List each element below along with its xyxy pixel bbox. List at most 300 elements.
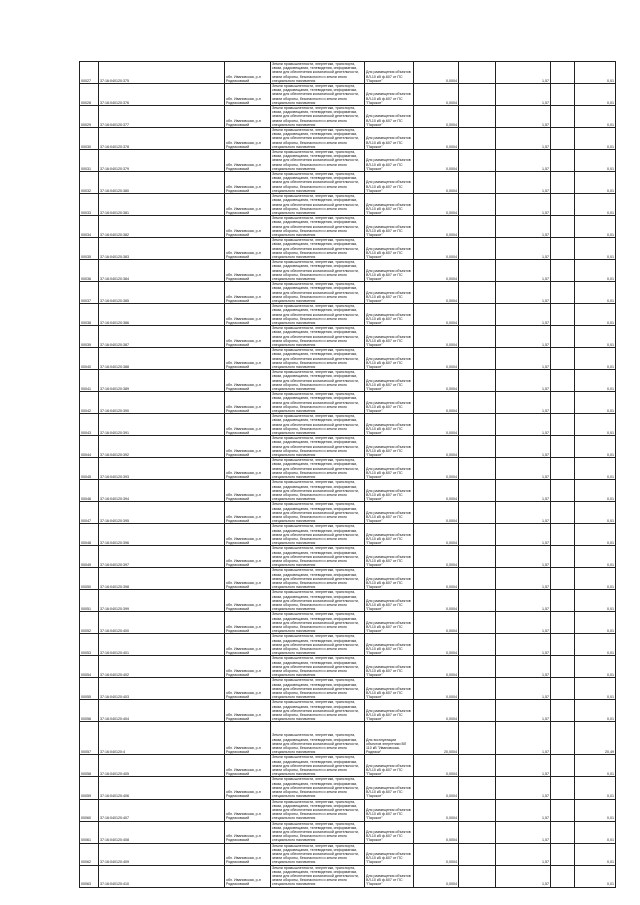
- cell-address: обл. Ивановская, р-н Родниковский: [225, 634, 271, 656]
- cell-record-number: 00031: [80, 150, 99, 172]
- cell-empty: [551, 634, 575, 656]
- table-row: [80, 568, 616, 590]
- table-row: [80, 799, 616, 821]
- cell-empty: [459, 777, 496, 799]
- cell-permitted-use: Для размещения объектов ВЛ-10 кВ ф.607 от ПС "Парское": [365, 843, 414, 865]
- cell-rate: 1,57: [496, 502, 551, 524]
- cell-record-number: 00027: [80, 62, 99, 84]
- cell-area: 0,0004: [414, 678, 459, 700]
- cell-record-number: 00044: [80, 436, 99, 458]
- cell-cadastral-number: 37:16:040120:395: [99, 502, 225, 524]
- cell-rate: 1,57: [496, 84, 551, 106]
- cell-sum: 0,01: [575, 370, 616, 392]
- cell-area: 0,0004: [414, 700, 459, 722]
- cell-area: 0,0004: [414, 216, 459, 238]
- cell-record-number: 00036: [80, 260, 99, 282]
- cell-empty: [551, 722, 575, 755]
- cell-record-number: 00049: [80, 546, 99, 568]
- cell-empty: [551, 436, 575, 458]
- cell-address: обл. Ивановская, р-н Родниковский: [225, 282, 271, 304]
- cell-empty: [551, 172, 575, 194]
- cell-address: обл. Ивановская, р-н Родниковский: [225, 172, 271, 194]
- cell-permitted-use: Для размещения объектов ВЛ-10 кВ ф.607 от ПС "Парское": [365, 348, 414, 370]
- cell-cadastral-number: 37:16:040120:405: [99, 755, 225, 777]
- cell-cadastral-number: 37:16:040120:392: [99, 436, 225, 458]
- cell-empty: [459, 348, 496, 370]
- table-row: [80, 722, 616, 755]
- cell-area: 0,0004: [414, 458, 459, 480]
- cell-land-category: Земли промышленности, энергетики, транспорта, связи, радиовещания, телевидения, информатики, земли для обеспечения космической деятельности, земли обороны, безопасности и земли иного специального назначения: [271, 678, 365, 700]
- cell-rate: 1,57: [496, 392, 551, 414]
- cell-record-number: 00059: [80, 777, 99, 799]
- cell-record-number: 00028: [80, 84, 99, 106]
- table-row: [80, 612, 616, 634]
- cell-permitted-use: Для эксплуатации объектов энергетики ВЛ 110 кВ "Ивановская-Родники": [365, 722, 414, 755]
- table-row: [80, 238, 616, 260]
- table-row: [80, 590, 616, 612]
- cell-rate: 1,57: [496, 865, 551, 887]
- cell-address: обл. Ивановская, р-н Родниковский: [225, 502, 271, 524]
- cell-empty: [551, 865, 575, 887]
- cell-empty: [459, 821, 496, 843]
- cell-rate: 1,57: [496, 238, 551, 260]
- cell-rate: 1,57: [496, 590, 551, 612]
- cell-sum: 0,01: [575, 304, 616, 326]
- cell-sum: 0,01: [575, 106, 616, 128]
- cell-permitted-use: Для размещения объектов ВЛ-10 кВ ф.607 от ПС "Парское": [365, 546, 414, 568]
- cell-rate: 1,57: [496, 524, 551, 546]
- cell-record-number: 00043: [80, 414, 99, 436]
- cell-cadastral-number: 37:16:040120:407: [99, 799, 225, 821]
- cell-rate: 1,57: [496, 150, 551, 172]
- table-row: [80, 656, 616, 678]
- cell-rate: 1,57: [496, 821, 551, 843]
- cell-sum: 0,01: [575, 392, 616, 414]
- land-plot-register-table: [79, 61, 616, 888]
- cell-cadastral-number: 37:16:040120:406: [99, 777, 225, 799]
- cell-empty: [551, 612, 575, 634]
- cell-permitted-use: Для размещения объектов ВЛ-10 кВ ф.607 от ПС "Парское": [365, 282, 414, 304]
- cell-land-category: Земли промышленности, энергетики, транспорта, связи, радиовещания, телевидения, информатики, земли для обеспечения космической деятельности, земли обороны, безопасности и земли иного специального назначения: [271, 722, 365, 755]
- cell-empty: [459, 194, 496, 216]
- cell-address: обл. Ивановская, р-н Родниковский: [225, 700, 271, 722]
- cell-empty: [459, 62, 496, 84]
- cell-sum: 0,01: [575, 348, 616, 370]
- cell-permitted-use: Для размещения объектов ВЛ-10 кВ ф.607 от ПС "Парское": [365, 238, 414, 260]
- table-row: [80, 172, 616, 194]
- cell-cadastral-number: 37:16:040120:398: [99, 568, 225, 590]
- cell-rate: 1,57: [496, 480, 551, 502]
- cell-record-number: 00035: [80, 238, 99, 260]
- cell-area: 0,0004: [414, 843, 459, 865]
- cell-empty: [551, 216, 575, 238]
- cell-empty: [459, 172, 496, 194]
- cell-land-category: Земли промышленности, энергетики, транспорта, связи, радиовещания, телевидения, информатики, земли для обеспечения космической деятельности, земли обороны, безопасности и земли иного специального назначения: [271, 755, 365, 777]
- cell-record-number: 00030: [80, 128, 99, 150]
- cell-area: 0,0004: [414, 799, 459, 821]
- cell-sum: 0,01: [575, 84, 616, 106]
- cell-sum: 0,01: [575, 700, 616, 722]
- table-row: [80, 458, 616, 480]
- cell-land-category: Земли промышленности, энергетики, транспорта, связи, радиовещания, телевидения, информатики, земли для обеспечения космической деятельности, земли обороны, безопасности и земли иного специального назначения: [271, 128, 365, 150]
- cell-permitted-use: Для размещения объектов ВЛ-10 кВ ф.607 от ПС "Парское": [365, 128, 414, 150]
- cell-rate: 1,57: [496, 260, 551, 282]
- cell-address: обл. Ивановская, р-н Родниковский: [225, 590, 271, 612]
- cell-cadastral-number: 37:16:040120:385: [99, 282, 225, 304]
- cell-empty: [551, 304, 575, 326]
- cell-record-number: 00055: [80, 678, 99, 700]
- cell-record-number: 00047: [80, 502, 99, 524]
- cell-empty: [551, 700, 575, 722]
- cell-cadastral-number: 37:16:040120:396: [99, 524, 225, 546]
- cell-empty: [459, 106, 496, 128]
- cell-permitted-use: Для размещения объектов ВЛ-10 кВ ф.607 от ПС "Парское": [365, 326, 414, 348]
- cell-land-category: Земли промышленности, энергетики, транспорта, связи, радиовещания, телевидения, информатики, земли для обеспечения космической деятельности, земли обороны, безопасности и земли иного специального назначения: [271, 282, 365, 304]
- cell-land-category: Земли промышленности, энергетики, транспорта, связи, радиовещания, телевидения, информатики, земли для обеспечения космической деятельности, земли обороны, безопасности и земли иного специального назначения: [271, 799, 365, 821]
- cell-record-number: 00057: [80, 722, 99, 755]
- cell-cadastral-number: 37:16:040120:377: [99, 106, 225, 128]
- cell-empty: [551, 678, 575, 700]
- cell-sum: 0,01: [575, 777, 616, 799]
- cell-rate: 1,57: [496, 546, 551, 568]
- cell-land-category: Земли промышленности, энергетики, транспорта, связи, радиовещания, телевидения, информатики, земли для обеспечения космической деятельности, земли обороны, безопасности и земли иного специального назначения: [271, 304, 365, 326]
- cell-record-number: 00062: [80, 843, 99, 865]
- cell-rate: 1,57: [496, 348, 551, 370]
- cell-land-category: Земли промышленности, энергетики, транспорта, связи, радиовещания, телевидения, информатики, земли для обеспечения космической деятельности, земли обороны, безопасности и земли иного специального назначения: [271, 821, 365, 843]
- cell-cadastral-number: 37:16:040120:394: [99, 480, 225, 502]
- table-row: [80, 777, 616, 799]
- cell-sum: 0,01: [575, 128, 616, 150]
- cell-area: 0,0004: [414, 568, 459, 590]
- cell-land-category: Земли промышленности, энергетики, транспорта, связи, радиовещания, телевидения, информатики, земли для обеспечения космической деятельности, земли обороны, безопасности и земли иного специального назначения: [271, 62, 365, 84]
- cell-sum: 0,01: [575, 326, 616, 348]
- cell-empty: [551, 590, 575, 612]
- cell-area: 0,0004: [414, 634, 459, 656]
- cell-record-number: 00063: [80, 865, 99, 887]
- cell-rate: 1,57: [496, 777, 551, 799]
- cell-empty: [551, 62, 575, 84]
- cell-empty: [459, 84, 496, 106]
- table-row: [80, 282, 616, 304]
- cell-land-category: Земли промышленности, энергетики, транспорта, связи, радиовещания, телевидения, информатики, земли для обеспечения космической деятельности, земли обороны, безопасности и земли иного специального назначения: [271, 348, 365, 370]
- cell-land-category: Земли промышленности, энергетики, транспорта, связи, радиовещания, телевидения, информатики, земли для обеспечения космической деятельности, земли обороны, безопасности и земли иного специального назначения: [271, 194, 365, 216]
- cell-sum: 0,01: [575, 634, 616, 656]
- cell-address: обл. Ивановская, р-н Родниковский: [225, 128, 271, 150]
- table-row: [80, 843, 616, 865]
- cell-rate: 1,57: [496, 436, 551, 458]
- cell-empty: [459, 128, 496, 150]
- cell-rate: 1,57: [496, 414, 551, 436]
- cell-cadastral-number: 37:16:040120:409: [99, 843, 225, 865]
- cell-permitted-use: Для размещения объектов ВЛ-10 кВ ф.607 от ПС "Парское": [365, 755, 414, 777]
- cell-empty: [459, 700, 496, 722]
- table-row: [80, 106, 616, 128]
- cell-land-category: Земли промышленности, энергетики, транспорта, связи, радиовещания, телевидения, информатики, земли для обеспечения космической деятельности, земли обороны, безопасности и земли иного специального назначения: [271, 843, 365, 865]
- cell-cadastral-number: 37:16:040120:384: [99, 260, 225, 282]
- cell-sum: 0,01: [575, 436, 616, 458]
- cell-address: обл. Ивановская, р-н Родниковский: [225, 480, 271, 502]
- cell-empty: [459, 678, 496, 700]
- cell-record-number: 00032: [80, 172, 99, 194]
- cell-empty: [551, 326, 575, 348]
- cell-empty: [459, 304, 496, 326]
- cell-rate: 1,57: [496, 304, 551, 326]
- cell-cadastral-number: 37:16:040120:375: [99, 62, 225, 84]
- cell-empty: [551, 392, 575, 414]
- cell-empty: [459, 865, 496, 887]
- cell-empty: [551, 260, 575, 282]
- cell-area: 0,0004: [414, 172, 459, 194]
- cell-land-category: Земли промышленности, энергетики, транспорта, связи, радиовещания, телевидения, информатики, земли для обеспечения космической деятельности, земли обороны, безопасности и земли иного специального назначения: [271, 392, 365, 414]
- cell-rate: 1,57: [496, 194, 551, 216]
- cell-empty: [551, 546, 575, 568]
- cell-permitted-use: Для размещения объектов ВЛ-10 кВ ф.607 от ПС "Парское": [365, 260, 414, 282]
- cell-cadastral-number: 37:16:040120:393: [99, 458, 225, 480]
- cell-area: 0,0004: [414, 370, 459, 392]
- cell-sum: 0,01: [575, 480, 616, 502]
- cell-sum: 0,01: [575, 524, 616, 546]
- cell-address: обл. Ивановская, р-н Родниковский: [225, 612, 271, 634]
- cell-rate: 1,57: [496, 634, 551, 656]
- cell-land-category: Земли промышленности, энергетики, транспорта, связи, радиовещания, телевидения, информатики, земли для обеспечения космической деятельности, земли обороны, безопасности и земли иного специального назначения: [271, 777, 365, 799]
- cell-permitted-use: Для размещения объектов ВЛ-10 кВ ф.607 от ПС "Парское": [365, 590, 414, 612]
- cell-land-category: Земли промышленности, энергетики, транспорта, связи, радиовещания, телевидения, информатики, земли для обеспечения космической деятельности, земли обороны, безопасности и земли иного специального назначения: [271, 524, 365, 546]
- cell-land-category: Земли промышленности, энергетики, транспорта, связи, радиовещания, телевидения, информатики, земли для обеспечения космической деятельности, земли обороны, безопасности и земли иного специального назначения: [271, 480, 365, 502]
- cell-sum: 0,01: [575, 282, 616, 304]
- cell-cadastral-number: 37:16:040120:4: [99, 722, 225, 755]
- cell-permitted-use: Для размещения объектов ВЛ-10 кВ ф.607 от ПС "Парское": [365, 821, 414, 843]
- cell-sum: 0,01: [575, 458, 616, 480]
- cell-land-category: Земли промышленности, энергетики, транспорта, связи, радиовещания, телевидения, информатики, земли для обеспечения космической деятельности, земли обороны, безопасности и земли иного специального назначения: [271, 568, 365, 590]
- cell-sum: 0,01: [575, 678, 616, 700]
- cell-land-category: Земли промышленности, энергетики, транспорта, связи, радиовещания, телевидения, информатики, земли для обеспечения космической деятельности, земли обороны, безопасности и земли иного специального назначения: [271, 150, 365, 172]
- cell-sum: 0,01: [575, 546, 616, 568]
- table-row: [80, 216, 616, 238]
- cell-record-number: 00033: [80, 194, 99, 216]
- cell-area: 0,0004: [414, 304, 459, 326]
- cell-land-category: Земли промышленности, энергетики, транспорта, связи, радиовещания, телевидения, информатики, земли для обеспечения космической деятельности, земли обороны, безопасности и земли иного специального назначения: [271, 238, 365, 260]
- cell-area: 0,0004: [414, 326, 459, 348]
- table-row: [80, 524, 616, 546]
- cell-address: обл. Ивановская, р-н Родниковский: [225, 150, 271, 172]
- cell-permitted-use: Для размещения объектов ВЛ-10 кВ ф.607 от ПС "Парское": [365, 502, 414, 524]
- cell-empty: [459, 843, 496, 865]
- cell-address: обл. Ивановская, р-н Родниковский: [225, 843, 271, 865]
- cell-address: обл. Ивановская, р-н Родниковский: [225, 821, 271, 843]
- cell-area: 0,0004: [414, 755, 459, 777]
- cell-empty: [459, 414, 496, 436]
- table-row: [80, 348, 616, 370]
- cell-cadastral-number: 37:16:040120:390: [99, 392, 225, 414]
- cell-sum: 0,01: [575, 755, 616, 777]
- cell-land-category: Земли промышленности, энергетики, транспорта, связи, радиовещания, телевидения, информатики, земли для обеспечения космической деятельности, земли обороны, безопасности и земли иного специального назначения: [271, 326, 365, 348]
- cell-sum: 0,01: [575, 865, 616, 887]
- cell-empty: [459, 392, 496, 414]
- cell-sum: 0,01: [575, 656, 616, 678]
- cell-address: обл. Ивановская, р-н Родниковский: [225, 194, 271, 216]
- cell-record-number: 00046: [80, 480, 99, 502]
- cell-sum: 0,01: [575, 799, 616, 821]
- cell-record-number: 00048: [80, 524, 99, 546]
- cell-empty: [551, 282, 575, 304]
- cell-land-category: Земли промышленности, энергетики, транспорта, связи, радиовещания, телевидения, информатики, земли для обеспечения космической деятельности, земли обороны, безопасности и земли иного специального назначения: [271, 370, 365, 392]
- cell-empty: [551, 502, 575, 524]
- cell-permitted-use: Для размещения объектов ВЛ-10 кВ ф.607 от ПС "Парское": [365, 700, 414, 722]
- cell-land-category: Земли промышленности, энергетики, транспорта, связи, радиовещания, телевидения, информатики, земли для обеспечения космической деятельности, земли обороны, безопасности и земли иного специального назначения: [271, 590, 365, 612]
- cell-sum: 0,01: [575, 238, 616, 260]
- cell-rate: 1,57: [496, 678, 551, 700]
- table-row: [80, 304, 616, 326]
- cell-permitted-use: Для размещения объектов ВЛ-10 кВ ф.607 от ПС "Парское": [365, 777, 414, 799]
- cell-empty: [459, 480, 496, 502]
- cell-record-number: 00029: [80, 106, 99, 128]
- cell-empty: [551, 568, 575, 590]
- cell-cadastral-number: 37:16:040120:387: [99, 326, 225, 348]
- cell-land-category: Земли промышленности, энергетики, транспорта, связи, радиовещания, телевидения, информатики, земли для обеспечения космической деятельности, земли обороны, безопасности и земли иного специального назначения: [271, 106, 365, 128]
- cell-record-number: 00041: [80, 370, 99, 392]
- cell-permitted-use: Для размещения объектов ВЛ-10 кВ ф.607 от ПС "Парское": [365, 480, 414, 502]
- cell-address: обл. Ивановская, р-н Родниковский: [225, 84, 271, 106]
- cell-permitted-use: Для размещения объектов ВЛ-10 кВ ф.607 от ПС "Парское": [365, 414, 414, 436]
- cell-address: обл. Ивановская, р-н Родниковский: [225, 524, 271, 546]
- cell-empty: [551, 370, 575, 392]
- cell-area: 0,0004: [414, 414, 459, 436]
- cell-permitted-use: Для размещения объектов ВЛ-10 кВ ф.607 от ПС "Парское": [365, 524, 414, 546]
- cell-empty: [459, 458, 496, 480]
- cell-empty: [459, 524, 496, 546]
- cell-sum: 0,01: [575, 150, 616, 172]
- cell-permitted-use: Для размещения объектов ВЛ-10 кВ ф.607 от ПС "Парское": [365, 612, 414, 634]
- table-row: [80, 865, 616, 887]
- cell-cadastral-number: 37:16:040120:404: [99, 700, 225, 722]
- cell-sum: 0,01: [575, 502, 616, 524]
- cell-sum: 0,01: [575, 414, 616, 436]
- cell-sum: 0,01: [575, 62, 616, 84]
- cell-permitted-use: Для размещения объектов ВЛ-10 кВ ф.607 от ПС "Парское": [365, 568, 414, 590]
- cell-rate: 1,57: [496, 370, 551, 392]
- cell-permitted-use: Для размещения объектов ВЛ-10 кВ ф.607 от ПС "Парское": [365, 172, 414, 194]
- table-row: [80, 62, 616, 84]
- cell-empty: [459, 326, 496, 348]
- table-row: [80, 634, 616, 656]
- cell-cadastral-number: 37:16:040120:378: [99, 128, 225, 150]
- cell-address: обл. Ивановская, р-н Родниковский: [225, 260, 271, 282]
- cell-empty: [551, 106, 575, 128]
- cell-area: 0,0004: [414, 590, 459, 612]
- cell-address: обл. Ивановская, р-н Родниковский: [225, 62, 271, 84]
- cell-area: 0,0004: [414, 84, 459, 106]
- cell-area: 0,0004: [414, 128, 459, 150]
- cell-record-number: 00054: [80, 656, 99, 678]
- cell-rate: 1,57: [496, 128, 551, 150]
- cell-empty: [551, 821, 575, 843]
- cell-cadastral-number: 37:16:040120:383: [99, 238, 225, 260]
- cell-address: обл. Ивановская, р-н Родниковский: [225, 348, 271, 370]
- cell-address: обл. Ивановская, р-н Родниковский: [225, 722, 271, 755]
- cell-permitted-use: Для размещения объектов ВЛ-10 кВ ф.607 от ПС "Парское": [365, 799, 414, 821]
- cell-land-category: Земли промышленности, энергетики, транспорта, связи, радиовещания, телевидения, информатики, земли для обеспечения космической деятельности, земли обороны, безопасности и земли иного специального назначения: [271, 546, 365, 568]
- cell-empty: [551, 84, 575, 106]
- cell-area: 0,0004: [414, 865, 459, 887]
- cell-permitted-use: Для размещения объектов ВЛ-10 кВ ф.607 от ПС "Парское": [365, 194, 414, 216]
- cell-permitted-use: Для размещения объектов ВЛ-10 кВ ф.607 от ПС "Парское": [365, 392, 414, 414]
- cell-empty: [459, 260, 496, 282]
- cell-cadastral-number: 37:16:040120:403: [99, 678, 225, 700]
- cell-land-category: Земли промышленности, энергетики, транспорта, связи, радиовещания, телевидения, информатики, земли для обеспечения космической деятельности, земли обороны, безопасности и земли иного специального назначения: [271, 84, 365, 106]
- cell-land-category: Земли промышленности, энергетики, транспорта, связи, радиовещания, телевидения, информатики, земли для обеспечения космической деятельности, земли обороны, безопасности и земли иного специального назначения: [271, 634, 365, 656]
- cell-empty: [551, 843, 575, 865]
- cell-rate: 1,57: [496, 62, 551, 84]
- cell-empty: [459, 282, 496, 304]
- cell-land-category: Земли промышленности, энергетики, транспорта, связи, радиовещания, телевидения, информатики, земли для обеспечения космической деятельности, земли обороны, безопасности и земли иного специального назначения: [271, 502, 365, 524]
- cell-sum: 20,49: [575, 722, 616, 755]
- cell-empty: [551, 150, 575, 172]
- cell-address: обл. Ивановская, р-н Родниковский: [225, 777, 271, 799]
- cell-sum: 0,01: [575, 172, 616, 194]
- table-row: [80, 260, 616, 282]
- cell-area: 0,0004: [414, 436, 459, 458]
- cell-sum: 0,01: [575, 194, 616, 216]
- cell-empty: [459, 238, 496, 260]
- cell-permitted-use: Для размещения объектов ВЛ-10 кВ ф.607 от ПС "Парское": [365, 370, 414, 392]
- cell-cadastral-number: 37:16:040120:386: [99, 304, 225, 326]
- cell-rate: 1,57: [496, 700, 551, 722]
- cell-record-number: 00038: [80, 304, 99, 326]
- cell-record-number: 00040: [80, 348, 99, 370]
- cell-empty: [551, 414, 575, 436]
- cell-empty: [459, 370, 496, 392]
- cell-record-number: 00061: [80, 821, 99, 843]
- cell-rate: 1,57: [496, 106, 551, 128]
- cell-area: 0,0004: [414, 777, 459, 799]
- cell-empty: [459, 568, 496, 590]
- cell-rate: 1,57: [496, 722, 551, 755]
- cell-record-number: 00056: [80, 700, 99, 722]
- cell-rate: 1,57: [496, 612, 551, 634]
- cell-rate: 1,57: [496, 843, 551, 865]
- table-row: [80, 755, 616, 777]
- cell-address: обл. Ивановская, р-н Родниковский: [225, 106, 271, 128]
- cell-sum: 0,01: [575, 568, 616, 590]
- table-row: [80, 370, 616, 392]
- cell-record-number: 00045: [80, 458, 99, 480]
- cell-permitted-use: Для размещения объектов ВЛ-10 кВ ф.607 от ПС "Парское": [365, 656, 414, 678]
- cell-sum: 0,01: [575, 216, 616, 238]
- register-table-body: [80, 62, 616, 888]
- cell-permitted-use: Для размещения объектов ВЛ-10 кВ ф.607 от ПС "Парское": [365, 84, 414, 106]
- cell-rate: 1,57: [496, 458, 551, 480]
- cell-address: обл. Ивановская, р-н Родниковский: [225, 678, 271, 700]
- cell-empty: [459, 656, 496, 678]
- cell-address: обл. Ивановская, р-н Родниковский: [225, 656, 271, 678]
- cell-area: 0,0004: [414, 194, 459, 216]
- cell-record-number: 00039: [80, 326, 99, 348]
- cell-cadastral-number: 37:16:040120:410: [99, 865, 225, 887]
- cell-cadastral-number: 37:16:040120:402: [99, 656, 225, 678]
- cell-empty: [551, 799, 575, 821]
- cell-empty: [551, 348, 575, 370]
- cell-record-number: 00037: [80, 282, 99, 304]
- cell-rate: 1,57: [496, 282, 551, 304]
- cell-rate: 1,57: [496, 172, 551, 194]
- table-row: [80, 480, 616, 502]
- cell-land-category: Земли промышленности, энергетики, транспорта, связи, радиовещания, телевидения, информатики, земли для обеспечения космической деятельности, земли обороны, безопасности и земли иного специального назначения: [271, 172, 365, 194]
- cell-record-number: 00050: [80, 568, 99, 590]
- cell-sum: 0,01: [575, 843, 616, 865]
- cell-area: 0,0004: [414, 392, 459, 414]
- cell-land-category: Земли промышленности, энергетики, транспорта, связи, радиовещания, телевидения, информатики, земли для обеспечения космической деятельности, земли обороны, безопасности и земли иного специального назначения: [271, 656, 365, 678]
- cell-land-category: Земли промышленности, энергетики, транспорта, связи, радиовещания, телевидения, информатики, земли для обеспечения космической деятельности, земли обороны, безопасности и земли иного специального назначения: [271, 458, 365, 480]
